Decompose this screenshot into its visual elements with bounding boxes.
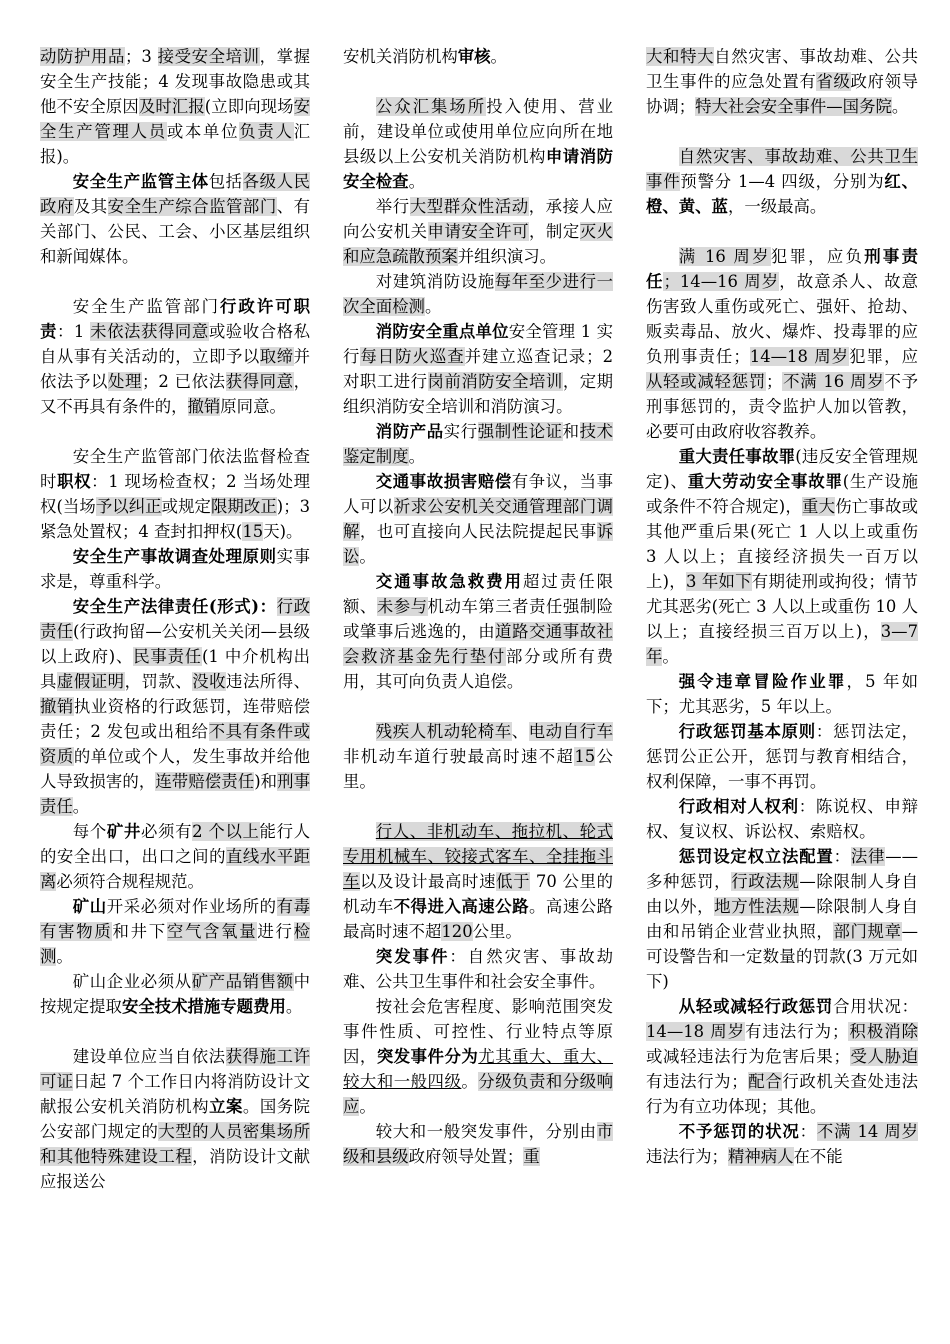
- text-run: 较大和一般突发事件，分别由: [375, 1122, 597, 1141]
- text-run: 安全生产监管部门: [72, 297, 221, 316]
- highlighted-text: 重: [523, 1147, 540, 1166]
- text-run: ，故意杀人、故意伤害致人重伤或死亡、强奸、抢劫、贩卖毒品、放火、爆炸、投毒罪的应负刑事责任；: [646, 272, 919, 366]
- text-run: 有违法行为；: [646, 1072, 748, 1091]
- text-run: 原同意。: [220, 397, 286, 416]
- paragraph: [646, 994, 918, 1119]
- bold-term: 突发事件: [375, 947, 450, 966]
- highlighted-text: 3 年如下: [685, 572, 752, 591]
- text-run: 。: [662, 647, 679, 666]
- highlighted-text: 连带赔偿责任: [155, 772, 255, 791]
- text-run: 矿山企业必须从: [72, 972, 192, 991]
- text-run: ，也可直接向人民法院提起民事: [359, 522, 597, 541]
- highlighted-text: 法律: [850, 847, 886, 866]
- text-run: ，掌握安全生产技能；4 发现事故隐患或其他不安全原因: [40, 47, 311, 116]
- text-run: 违法所得、: [226, 672, 311, 691]
- bold-term: 消防安全重点单位: [375, 322, 509, 341]
- bold-term: 从轻或减轻行政惩罚: [678, 997, 834, 1016]
- text-run: 对建筑消防设施: [375, 272, 495, 291]
- text-run: 安全生产监管部门依法监督检查时: [40, 447, 310, 491]
- highlighted-text: 15: [242, 522, 264, 541]
- text-run: ：陈说权、申辩权、复议权、诉讼权、索赔权。: [646, 797, 919, 841]
- text-run: 不予刑事惩罚的，责令监护人加以管教，必要可由政府收容教养。: [646, 372, 918, 441]
- bold-term: 安全生产监管主体: [72, 172, 209, 191]
- text-run: 。: [285, 997, 303, 1016]
- text-column-1: [40, 44, 310, 1194]
- highlighted-text: 电动自行车: [528, 722, 614, 741]
- highlighted-text: 大和特大: [646, 47, 715, 66]
- text-run: 安机关消防机构: [343, 47, 458, 66]
- highlighted-text: 从轻或减轻惩罚: [646, 372, 766, 391]
- text-run: 机动车第三者责任强制险或肇事后逃逸的，由: [343, 597, 614, 641]
- bold-term: (形式)：: [208, 597, 277, 616]
- paragraph: [40, 444, 310, 544]
- text-run: 公里。: [343, 747, 614, 791]
- text-run: 开采必须对作业场所的: [106, 897, 277, 916]
- text-run: 在不能: [793, 1147, 843, 1166]
- text-run: ，一级最高。: [727, 197, 827, 216]
- highlighted-text: 2 个以上: [192, 822, 260, 841]
- highlighted-text: 予以纠正: [95, 497, 162, 516]
- text-run: 违法行为；: [646, 1147, 728, 1166]
- paragraph: [343, 569, 613, 694]
- text-run: 犯罪，应负: [770, 247, 865, 266]
- text-run: 。高速公路最高时速不超: [343, 897, 614, 941]
- highlighted-text: 获得同意: [225, 372, 294, 391]
- text-run: 的单位或个人，发生事故并给他人导致损害的，: [40, 747, 311, 791]
- text-run: 进行: [257, 922, 294, 941]
- highlighted-text: 及时汇报: [138, 97, 205, 116]
- bold-term: 行政许可职责: [40, 297, 311, 341]
- highlighted-text: 检测: [40, 922, 311, 966]
- text-run: 。: [424, 297, 442, 316]
- text-run: ：惩罚法定，惩罚公正公开，惩罚与教育相结合，权利保障，一事不再罚。: [646, 722, 919, 791]
- bold-term: 立案: [209, 1097, 243, 1116]
- highlighted-text: 各级人民政府: [40, 172, 311, 216]
- highlighted-text: 大型的人员密集场所和其他特殊建设工程: [40, 1122, 311, 1166]
- text-run: 有违法行为；: [745, 1022, 849, 1041]
- highlighted-text: 刑事责任: [40, 772, 311, 816]
- text-run: 有争议，当事人可以: [343, 472, 614, 516]
- highlighted-text: 强制性论证: [477, 422, 563, 441]
- paragraph: [40, 969, 310, 1019]
- bold-term: 红、橙、黄、蓝: [646, 172, 919, 216]
- bold-term: 审核: [457, 47, 491, 66]
- highlighted-text: 接受安全培训: [157, 47, 260, 66]
- text-column-3: [646, 44, 918, 1169]
- bold-term: 安全生产法律责任: [72, 597, 209, 616]
- paragraph: [646, 794, 918, 844]
- bold-term: 矿山: [72, 897, 107, 916]
- text-run: 、: [511, 722, 529, 741]
- bold-term: 职权: [57, 472, 92, 491]
- text-run: 举行: [375, 197, 410, 216]
- paragraph: [343, 994, 613, 1119]
- text-run: 建设单位应当自依法: [72, 1047, 226, 1066]
- highlighted-text: 残疾人机动轮椅车: [375, 722, 512, 741]
- text-run: 并建立巡查记录；2 对职工进行: [343, 347, 613, 391]
- text-run: ——多种惩罚，: [646, 847, 919, 891]
- highlighted-text: 地方性法规: [714, 897, 800, 916]
- highlighted-text: 灭火和应急疏散预案: [343, 222, 614, 266]
- text-run: 70 公里的机动车: [343, 872, 614, 916]
- text-run: ，罚款、: [124, 672, 193, 691]
- text-run: 或验收合格私自从事有关活动的，立即予以: [40, 322, 311, 366]
- text-run: ：: [799, 1122, 817, 1141]
- text-run: 实事求是，尊重科学。: [40, 547, 311, 591]
- text-run: 包括: [208, 172, 243, 191]
- paragraph: [646, 719, 918, 794]
- text-run: 行政机关查处违法行为有立功体现；其他。: [646, 1072, 919, 1116]
- highlighted-text: 撤销: [187, 397, 221, 416]
- highlighted-text: 精神病人: [727, 1147, 794, 1166]
- text-run: (违反安全管理规定)、: [646, 447, 918, 491]
- bold-term: 行政惩罚基本原则: [678, 722, 816, 741]
- highlighted-text: 大型群众性活动: [409, 197, 529, 216]
- text-run: ；: [765, 372, 783, 391]
- text-run: —可设警告和一定数量的罚款(3 万元如下): [646, 922, 919, 991]
- bold-term: 惩罚设定权立法配置: [678, 847, 834, 866]
- text-run: 。: [359, 1097, 376, 1116]
- text-run: 天)。: [263, 522, 303, 541]
- highlighted-text: 负责人: [239, 122, 294, 141]
- text-column-2: [343, 44, 613, 1169]
- highlighted-text: 低于: [496, 872, 531, 891]
- text-run: 。: [891, 97, 909, 116]
- highlighted-text: 公众汇集场所: [375, 97, 487, 116]
- text-run: (行政拘留—公安机关关闭—县级以上政府)、: [40, 622, 310, 666]
- text-run: )和: [254, 772, 278, 791]
- bold-term: 刑事责任: [646, 247, 919, 291]
- highlighted-text: 岗前消防安全培训: [427, 372, 563, 391]
- paragraph: [343, 319, 613, 419]
- paragraph: [646, 244, 918, 444]
- highlighted-text: 处理: [108, 372, 142, 391]
- highlighted-text: 每日防火巡查: [360, 347, 465, 366]
- highlighted-text: 14—18 周岁: [646, 1022, 746, 1041]
- text-run: 、有关部门、公民、工会、小区基层组织和新闻媒体。: [40, 197, 311, 266]
- text-run: 和井下: [112, 922, 167, 941]
- highlighted-text: 受人胁迫: [849, 1047, 919, 1066]
- bold-term: 消防产品: [375, 422, 444, 441]
- bold-term: 交通事故损害赔偿: [375, 472, 512, 491]
- highlighted-text: 民事责任: [133, 647, 202, 666]
- paragraph: [646, 844, 918, 994]
- text-run: 及其: [73, 197, 108, 216]
- text-run: 或规定: [161, 497, 211, 516]
- highlighted-text: 空气含氧量: [166, 922, 258, 941]
- text-run: 自然灾害、事故劫难、公共卫生事件的应急处置有: [646, 47, 919, 91]
- highlighted-text: 虚假证明: [56, 672, 125, 691]
- highlighted-text: 祈求公安机关交通管理部门调解: [343, 497, 614, 541]
- highlighted-text: 申请安全许可: [427, 222, 529, 241]
- text-run: 。: [461, 1072, 479, 1091]
- highlighted-text: 每年至少进行一次全面检测: [343, 272, 614, 316]
- text-run: 能行人的安全出口，出口之间的: [40, 822, 311, 866]
- text-run: ，制定: [529, 222, 580, 241]
- text-run: ，5 年如下；尤其恶劣，5 年以上。: [646, 672, 918, 716]
- text-run: ：: [833, 847, 851, 866]
- text-run: 有期徒刑或拘役；情节尤其恶劣(死亡 3 人以上或重伤 10 人以上；直接经损三百万以上)，: [646, 572, 919, 641]
- highlighted-text: 安全生产管理人员: [40, 97, 311, 141]
- highlighted-text: 15: [574, 747, 596, 766]
- text-run: 。: [359, 547, 376, 566]
- text-run: 以及设计最高时速: [360, 872, 497, 891]
- text-run: 公里。: [472, 922, 522, 941]
- bold-term: 申请消防安全检查: [343, 147, 614, 191]
- highlighted-text: 特大社会安全事件—国务院: [695, 97, 892, 116]
- highlighted-text: 未参与: [376, 597, 428, 616]
- paragraph: [343, 719, 613, 794]
- paragraph: [40, 894, 310, 969]
- text-run: 。: [56, 947, 73, 966]
- highlighted-text: 撤销: [40, 697, 74, 716]
- highlighted-text: 道路交通事故社会救济基金先行垫付: [343, 622, 614, 666]
- bold-term: 安全技术措施专题费用: [121, 997, 286, 1016]
- bold-term: 突发事件分为: [376, 1047, 479, 1066]
- text-run: 每个: [72, 822, 107, 841]
- text-run: 实行: [443, 422, 478, 441]
- paragraph: [646, 444, 918, 669]
- text-run: 政府领导处置；: [408, 1147, 524, 1166]
- text-run: 必须符合规程规范。: [56, 872, 204, 891]
- text-run: —除限制人身自由以外，: [646, 872, 919, 916]
- text-run: 投入使用、营业前，建设单位或使用单位应向所在地县级以上公安机关消防机构: [343, 97, 613, 166]
- paragraph: [343, 44, 613, 69]
- highlighted-text: 120: [441, 922, 473, 941]
- bold-term: 重大责任事故罪: [678, 447, 796, 466]
- bold-term: 强令违章冒险作业罪: [678, 672, 847, 691]
- bold-term: 安全生产事故调查处理原则: [72, 547, 277, 566]
- text-run: (1 中介机构出具: [40, 647, 310, 691]
- text-run: ：1: [56, 322, 91, 341]
- text-run: 部分或所有费用，其可向负责人追偿。: [343, 647, 614, 691]
- highlighted-text: 取缔: [259, 347, 294, 366]
- paragraph: [646, 1119, 918, 1169]
- text-run: 。: [408, 172, 425, 191]
- paragraph: [40, 544, 310, 594]
- text-run: 汇报)。: [40, 122, 311, 166]
- highlighted-text: 有毒有害物质: [40, 897, 311, 941]
- text-run: 伤亡事故或其他严重后果(死亡 1 人以上或重伤 3 人以上；直接经济损失一百万以上)，: [646, 497, 918, 591]
- highlighted-text: 行政责任: [40, 597, 311, 641]
- highlighted-text: 行政法规: [731, 872, 800, 891]
- highlighted-text: 诉讼: [343, 522, 614, 566]
- text-run: ；3: [125, 47, 158, 66]
- paragraph: [343, 419, 613, 469]
- text-run: 必须有: [140, 822, 193, 841]
- bold-term: 不得进入高速公路: [393, 897, 529, 916]
- paragraph: [343, 819, 613, 944]
- text-run: 犯罪，应: [849, 347, 919, 366]
- text-run: 。: [408, 447, 425, 466]
- text-run: (生产设施或条件不符合规定)，: [646, 472, 918, 516]
- paragraph: [343, 944, 613, 994]
- paragraph: [40, 819, 310, 894]
- highlighted-text: 部门规章: [833, 922, 902, 941]
- text-run: 尤其重大、重大、较大和一般四级: [343, 1047, 614, 1091]
- paragraph: [40, 44, 310, 169]
- highlighted-text: 直线水平距离: [40, 847, 311, 891]
- paragraph: [343, 1119, 613, 1169]
- highlighted-text: 积极消除: [848, 1022, 918, 1041]
- bold-term: 不予惩罚的状况: [678, 1122, 800, 1141]
- highlighted-text: 矿产品销售额: [191, 972, 294, 991]
- highlighted-text: 配合: [747, 1072, 783, 1091]
- text-run: 超过责任限额、: [343, 572, 614, 616]
- paragraph: [40, 294, 310, 419]
- text-run: ，定期组织消防安全培训和消防演习。: [343, 372, 614, 416]
- text-run: ：1 现场检查权；2 当场处理权(当场: [40, 472, 311, 516]
- bold-term: 矿井: [106, 822, 141, 841]
- paragraph: [343, 269, 613, 319]
- paragraph: [343, 194, 613, 269]
- paragraph: [646, 144, 918, 219]
- text-run: 并组织演习。: [457, 247, 557, 266]
- highlighted-text: 市级和县级: [343, 1122, 613, 1166]
- highlighted-text: 动防护用品: [40, 47, 125, 66]
- text-run: 或减轻违法行为危害后果；: [646, 1047, 850, 1066]
- highlighted-text: 安全生产综合监管部门: [107, 197, 277, 216]
- highlighted-text: 限期改正: [210, 497, 277, 516]
- paragraph: [343, 469, 613, 569]
- text-run: 非机动车道行驶最高时速不超: [343, 747, 575, 766]
- paragraph: [40, 169, 310, 269]
- highlighted-text: 技术鉴定制度: [343, 422, 614, 466]
- paragraph: [646, 669, 918, 719]
- highlighted-text: 获得施工许可证: [40, 1047, 311, 1091]
- text-run: 中按规定提取: [40, 972, 311, 1016]
- highlighted-text: 不满 16 周岁: [782, 372, 885, 391]
- text-run: 。国务院公安部门规定的: [40, 1097, 311, 1141]
- highlighted-text: 未依法获得同意: [90, 322, 209, 341]
- text-run: 和: [562, 422, 580, 441]
- highlighted-text: 14—18 周岁: [749, 347, 850, 366]
- highlighted-text: 满 16 周岁: [678, 247, 771, 266]
- highlighted-text: 省级: [816, 72, 851, 91]
- highlighted-text: 3—7 年: [646, 622, 918, 666]
- bold-term: 重大劳动安全事故罪: [687, 472, 843, 491]
- text-run: 预警分 1—4 四级，分别为: [680, 172, 885, 191]
- text-run: 合用状况：: [833, 997, 919, 1016]
- paragraph: [646, 44, 918, 119]
- highlighted-text: 不满 14 周岁: [816, 1122, 919, 1141]
- text-run: —除限制人身自由和吊销企业营业执照，: [646, 897, 919, 941]
- paragraph: [343, 94, 613, 194]
- text-run: ，承接人应向公安机关: [343, 197, 614, 241]
- text-run: 按社会危害程度、影响范围突发事件性质、可控性、行业特点等原因，: [343, 997, 613, 1066]
- highlighted-text: 自然灾害、事故劫难、公共卫生事件: [646, 147, 918, 191]
- highlighted-text: 没收: [192, 672, 227, 691]
- highlighted-text: 分级负责和分级响应: [343, 1072, 614, 1116]
- text-run: (立即向现场: [204, 97, 294, 116]
- highlighted-text: 行人、非机动车、拖拉机、轮式专用机械车、铰接式客车、全挂拖斗车: [343, 822, 613, 891]
- paragraph: [40, 1044, 310, 1194]
- text-run: 。: [72, 797, 90, 816]
- text-run: ，又不再具有条件的，: [40, 372, 311, 416]
- highlighted-text: ；14—16 周岁: [663, 272, 780, 291]
- text-run: ；2 已依法: [142, 372, 226, 391]
- text-run: ，消防设计文献应报送公: [40, 1147, 311, 1191]
- text-run: 政府领导协调；: [646, 72, 919, 116]
- bold-term: 交通事故急救费用: [375, 572, 524, 591]
- text-run: )；3 紧急处置权；4 查封扣押权(: [40, 497, 311, 541]
- text-run: 并依法予以: [40, 347, 311, 391]
- text-run: 执业资格的行政惩罚，连带赔偿责任；2 发包或出租给: [40, 697, 311, 741]
- bold-term: 行政相对人权利: [678, 797, 799, 816]
- text-run: 安全管理 1 实行: [343, 322, 613, 366]
- highlighted-text: 不具有条件或资质: [40, 722, 311, 766]
- text-run: ：自然灾害、事故劫难、公共卫生事件和社会安全事件。: [343, 947, 614, 991]
- text-run: 。: [490, 47, 507, 66]
- text-run: 日起 7 个工作日内将消防设计文献报公安机关消防机构: [40, 1072, 310, 1116]
- paragraph: [40, 594, 310, 819]
- text-run: 或本单位: [166, 122, 240, 141]
- highlighted-text: 重大: [802, 497, 836, 516]
